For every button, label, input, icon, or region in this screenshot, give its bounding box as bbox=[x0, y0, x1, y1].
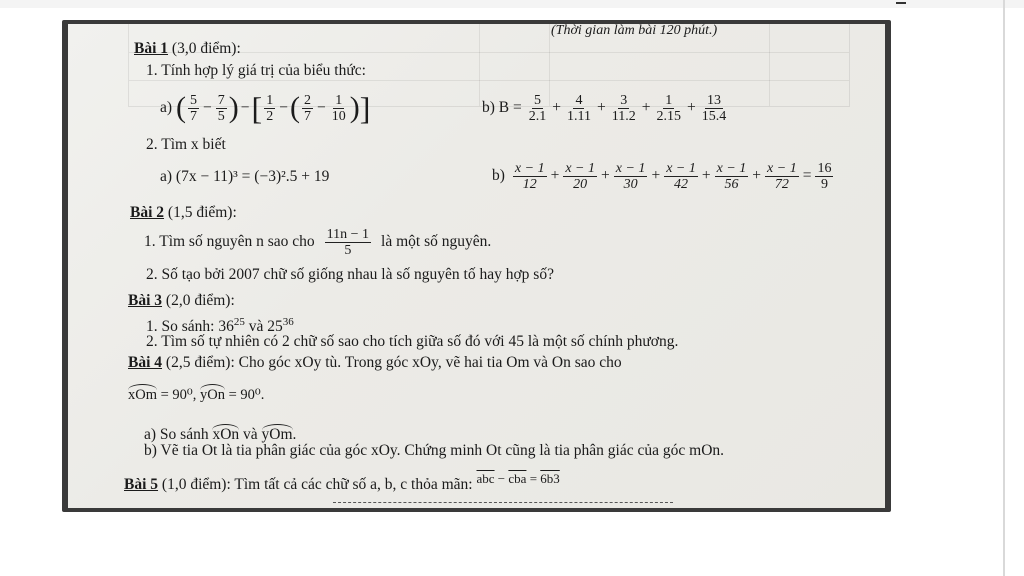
plus-sign: + bbox=[552, 99, 561, 116]
bai5-points: (1,0 điểm): bbox=[161, 476, 231, 493]
fraction bbox=[527, 93, 549, 124]
numerator: x − 1 bbox=[666, 160, 696, 176]
plus-sign: + bbox=[651, 167, 661, 184]
dashed-divider bbox=[333, 502, 673, 503]
denominator: 2 bbox=[266, 108, 274, 124]
denominator: 56 bbox=[724, 176, 739, 192]
top-bar bbox=[0, 0, 1024, 8]
minus-sign: − bbox=[279, 99, 288, 116]
q2b-label: b) bbox=[492, 167, 505, 184]
numerator: 3 bbox=[620, 92, 628, 108]
number-cba: $\overline{cba}$ bbox=[508, 471, 527, 486]
fraction bbox=[715, 161, 749, 192]
bracket-open: [ bbox=[251, 90, 263, 126]
exponent: 36 bbox=[282, 316, 294, 328]
bai5-title: Bài 5 bbox=[124, 476, 159, 493]
paren-open: ( bbox=[289, 91, 300, 124]
bai3-title: Bài 3 bbox=[128, 292, 163, 309]
denominator: 20 bbox=[573, 176, 588, 192]
right-edge-line bbox=[1003, 0, 1005, 576]
plus-sign: + bbox=[686, 99, 696, 116]
fraction bbox=[765, 161, 799, 192]
bracket-close: ] bbox=[359, 90, 371, 126]
numerator: 13 bbox=[706, 92, 721, 108]
denominator: 15.4 bbox=[701, 108, 727, 124]
denominator: 2.15 bbox=[656, 108, 681, 124]
plus-sign: + bbox=[752, 167, 762, 184]
q2a-label: a) bbox=[160, 168, 173, 185]
fraction bbox=[700, 93, 729, 124]
table-col bbox=[769, 24, 770, 106]
bai2-points: (1,5 điểm): bbox=[167, 204, 237, 221]
fraction bbox=[610, 93, 638, 124]
plus-sign: + bbox=[601, 167, 610, 184]
numerator: 5 bbox=[534, 92, 541, 108]
exponent: 25 bbox=[233, 316, 245, 328]
angle-value: = 90⁰, bbox=[160, 387, 197, 403]
bai2-title: Bài 2 bbox=[130, 204, 165, 221]
bai5-expression bbox=[477, 471, 560, 486]
bai1-b-label: b) B = bbox=[482, 99, 522, 116]
fraction bbox=[815, 161, 833, 192]
bai4-title: Bài 4 bbox=[128, 354, 163, 371]
angle-value: = 90⁰. bbox=[228, 387, 265, 403]
time-note: (Thời gian làm bài 120 phút.) bbox=[551, 24, 718, 38]
numerator: 2 bbox=[303, 92, 311, 108]
denominator: 5 bbox=[217, 108, 225, 124]
bai4-qa bbox=[144, 424, 296, 444]
fraction bbox=[302, 93, 313, 124]
denominator: 12 bbox=[522, 176, 537, 192]
denominator: 42 bbox=[674, 176, 689, 192]
fraction bbox=[216, 93, 227, 124]
bai2-q1-text: 1. Tìm số nguyên n sao cho bbox=[144, 233, 315, 250]
paren-close: ) bbox=[349, 91, 360, 124]
bai3-points: (2,0 điểm): bbox=[165, 292, 235, 309]
bai1-points: (3,0 điểm): bbox=[171, 40, 241, 57]
denominator: 10 bbox=[331, 108, 346, 124]
numerator: 4 bbox=[575, 92, 583, 108]
conjunction: và bbox=[243, 426, 258, 443]
bai1-title: Bài 1 bbox=[134, 40, 169, 57]
angle-xom: xOm bbox=[128, 384, 157, 404]
fraction bbox=[264, 93, 275, 124]
minus-sign: − bbox=[497, 471, 506, 486]
bai5-text: Tìm tất cả các chữ số a, b, c thỏa mãn: bbox=[234, 476, 473, 493]
numerator: x − 1 bbox=[767, 160, 797, 176]
plus-sign: + bbox=[550, 167, 560, 184]
fraction bbox=[614, 161, 648, 192]
fraction bbox=[654, 93, 683, 124]
bai1-expr-q2b bbox=[492, 154, 835, 198]
bai2-q1 bbox=[144, 220, 491, 264]
bai1-a-label: a) bbox=[160, 99, 173, 116]
bai1-q2: 2. Tìm x biết bbox=[146, 136, 226, 153]
plus-sign: + bbox=[701, 167, 711, 184]
fraction bbox=[513, 161, 547, 192]
bai2-q1-suffix: là một số nguyên. bbox=[381, 233, 492, 250]
fraction bbox=[664, 161, 698, 192]
numerator: 7 bbox=[217, 92, 225, 108]
numerator: 16 bbox=[817, 160, 832, 176]
plus-sign: + bbox=[641, 99, 651, 116]
bai3-heading bbox=[128, 292, 235, 310]
minimize-dash bbox=[896, 2, 906, 4]
q2a-expression: (7x − 11)³ = (−3)².5 + 19 bbox=[175, 168, 330, 185]
bai1-heading bbox=[134, 40, 241, 58]
plus-sign: + bbox=[596, 99, 606, 116]
number-abc: $\overline{abc}$ bbox=[476, 471, 495, 486]
denominator: 2.1 bbox=[528, 108, 547, 124]
conjunction: và bbox=[248, 318, 264, 336]
angle-yon: yOn bbox=[200, 384, 225, 404]
numerator: 1 bbox=[266, 92, 274, 108]
bai3-q2: 2. Tìm số tự nhiên có 2 chữ số sao cho tích giữa số đó với 45 là một số chính phương. bbox=[146, 333, 679, 350]
denominator: 1.11 bbox=[567, 108, 591, 124]
minus-sign: − bbox=[316, 99, 326, 116]
equals-sign: = bbox=[529, 471, 538, 486]
denominator: 30 bbox=[623, 176, 638, 192]
bai2-q2: 2. Số tạo bởi 2007 chữ số giống nhau là số nguyên tố hay hợp số? bbox=[146, 266, 554, 283]
bai5-line bbox=[124, 471, 560, 494]
numerator: 11n − 1 bbox=[326, 226, 370, 242]
fraction bbox=[563, 161, 597, 192]
fraction bbox=[565, 93, 593, 124]
bai1-q2a bbox=[160, 168, 329, 186]
bai1-expr-b bbox=[482, 86, 730, 130]
minus-sign: − bbox=[240, 99, 250, 116]
table-col bbox=[479, 24, 480, 106]
angle-xon: xOn bbox=[212, 426, 240, 443]
fraction bbox=[325, 227, 371, 258]
denominator: 5 bbox=[344, 242, 352, 258]
numerator: x − 1 bbox=[615, 160, 646, 176]
paren-close: ) bbox=[228, 91, 239, 124]
denominator: 7 bbox=[190, 108, 198, 124]
denominator: 72 bbox=[774, 176, 789, 192]
numerator: 1 bbox=[665, 92, 673, 108]
base: 25 bbox=[267, 318, 283, 336]
bai4-points: (2,5 điểm): bbox=[165, 354, 235, 371]
equals-sign: = bbox=[802, 167, 812, 184]
bai1-q1: 1. Tính hợp lý giá trị của biểu thức: bbox=[146, 62, 366, 79]
period: . bbox=[292, 426, 297, 443]
numerator: 1 bbox=[335, 92, 343, 108]
exam-paper bbox=[68, 24, 885, 508]
numerator: 5 bbox=[190, 92, 198, 108]
numerator: x − 1 bbox=[514, 160, 545, 176]
bai4-intro: Cho góc xOy tù. Trong góc xOy, vẽ hai tia Om và On sao cho bbox=[238, 354, 622, 371]
base: 36 bbox=[218, 318, 234, 336]
bai4-qb: b) Vẽ tia Ot là tia phân giác của góc xOy. Chứng minh Ot cũng là tia phân giác của góc mOn. bbox=[144, 442, 725, 459]
bai4-heading bbox=[128, 354, 622, 372]
bai4-a-text: a) So sánh bbox=[144, 426, 209, 443]
bai1-expr-a bbox=[160, 86, 370, 130]
paren-open: ( bbox=[176, 91, 187, 124]
table-row bbox=[129, 80, 849, 81]
number-6b3: 6b3 bbox=[540, 471, 560, 486]
bai4-angles bbox=[128, 384, 264, 404]
bai3-q1-text: 1. So sánh: bbox=[146, 318, 215, 336]
fraction bbox=[330, 93, 348, 124]
denominator: 11.2 bbox=[611, 108, 636, 124]
denominator: 7 bbox=[303, 108, 311, 124]
numerator: x − 1 bbox=[716, 160, 747, 176]
fraction bbox=[188, 93, 199, 124]
angle-yom: yOm bbox=[261, 426, 293, 443]
minus-sign: − bbox=[203, 99, 212, 116]
denominator: 9 bbox=[820, 176, 828, 192]
numerator: x − 1 bbox=[565, 160, 596, 176]
